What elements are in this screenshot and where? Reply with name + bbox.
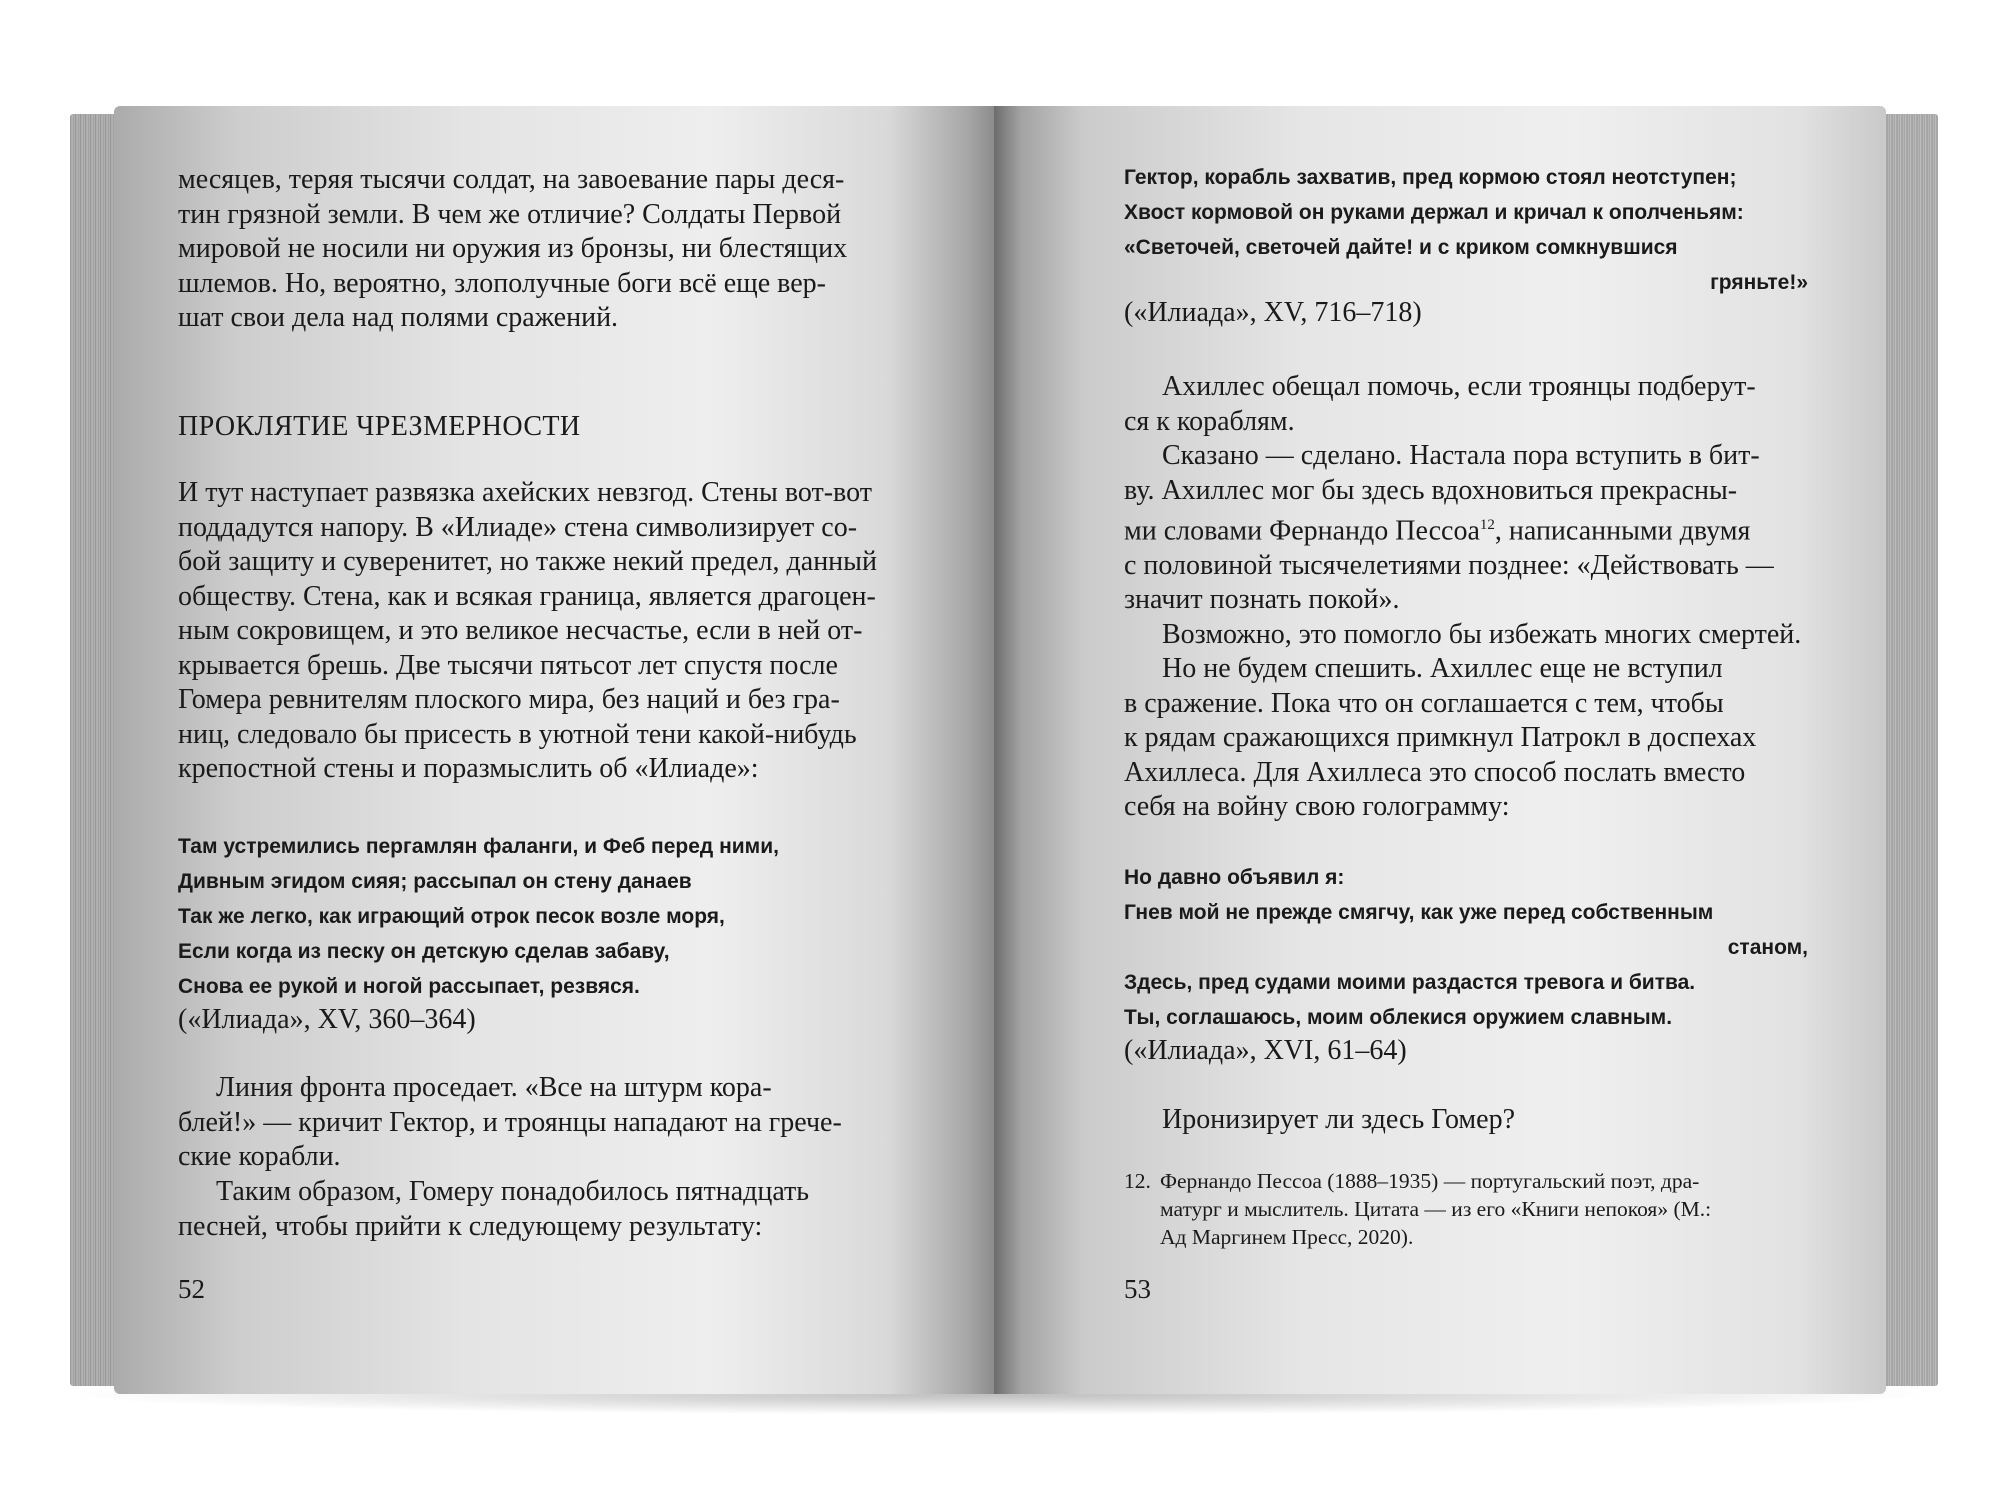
text-line: Возможно, это помогло бы избежать многих смертей. <box>1162 618 1802 650</box>
verse-line: Гектор, корабль захватив, пред кормою стоял неотступен; <box>1124 166 1737 189</box>
footnote-number: 12. <box>1124 1169 1151 1193</box>
text-line: к рядам сражающихся примкнул Патрокл в доспехах <box>1124 722 1757 754</box>
iliad-quote-3 <box>1124 860 1808 1035</box>
verse-line: Снова ее рукой и ногой рассыпает, резвяся. <box>178 975 640 998</box>
verse-line: Ты, соглашаюсь, моим облекися оружием славным. <box>1124 1006 1673 1029</box>
text-line: блей!» — кричит Гектор, и троянцы нападают на грече- <box>178 1106 842 1138</box>
verse-line: Там устремились пергамлян фаланги, и Феб перед ними, <box>178 835 779 858</box>
verse-line: Здесь, пред судами моими раздастся тревога и битва. <box>1124 971 1696 994</box>
quote-reference: («Илиада», XV, 360–364) <box>178 1004 476 1035</box>
left-paragraph-4 <box>178 1175 809 1244</box>
right-paragraph-1 <box>1124 370 1801 825</box>
text-line: шат свои дела над полями сражений. <box>178 302 619 333</box>
page-number-left: 52 <box>178 1274 205 1304</box>
text-line: крывается брешь. Две тысячи пятьсот лет спустя после <box>178 649 838 681</box>
footnote-line: матург и мыслитель. Цитата — из его «Книги непокоя» (М.: <box>1160 1197 1712 1221</box>
quote-reference: («Илиада», XVI, 61–64) <box>1124 1035 1407 1066</box>
iliad-quote-2 <box>1124 160 1808 300</box>
left-paragraph-3 <box>178 1071 842 1175</box>
verse-line: Хвост кормовой он руками держал и кричал к ополченьям: <box>1124 201 1744 224</box>
text-line: Ахиллес обещал помочь, если троянцы подберут- <box>1162 371 1756 402</box>
text-line: бой защиту и суверенитет, но также некий предел, данный <box>178 546 877 577</box>
text-line: И тут наступает развязка ахейских невзгод. Стены вот-вот <box>178 477 872 508</box>
text-span: , написанными двумя <box>1494 515 1751 547</box>
text-line: ным сокровищем, и это великое несчастье, если в ней от- <box>178 615 863 646</box>
text-line: значит познать покой». <box>1124 584 1400 616</box>
text-line: мировой не носили ни оружия из бронзы, ни блестящих <box>178 233 848 264</box>
footnote-line: Ад Маргинем Пресс, 2020). <box>1160 1225 1414 1249</box>
left-paragraph-2 <box>178 476 877 787</box>
text-line: себя на войну свою голограмму: <box>1124 791 1510 823</box>
left-page <box>114 106 994 1394</box>
text-line: ские корабли. <box>178 1141 341 1172</box>
verse-line: Гнев мой не прежде смягчу, как уже перед собственным <box>1124 901 1714 924</box>
verse-line: Так же легко, как играющий отрок песок возле моря, <box>178 905 725 928</box>
footnote-line: Фернандо Пессоа (1888–1935) — португальский поэт, дра- <box>1160 1169 1700 1193</box>
text-line: песней, чтобы прийти к следующему результату: <box>178 1210 763 1242</box>
text-line: Ахиллеса. Для Ахиллеса это способ послать вместо <box>1124 756 1746 788</box>
text-line <box>1124 508 1801 549</box>
iliad-quote-1 <box>178 829 779 1004</box>
text-line: ниц, следовало бы присесть в уютной тени какой-нибудь <box>178 718 857 750</box>
right-page <box>994 106 1886 1394</box>
text-line: ву. Ахиллес мог бы здесь вдохновиться прекрасны- <box>1124 474 1738 506</box>
text-line: с половиной тысячелетиями позднее: «Действовать — <box>1124 549 1774 581</box>
text-line: Таким образом, Гомеру понадобилось пятнадцать <box>216 1176 810 1207</box>
text-span: ми словами Фернандо Пессоа <box>1124 515 1480 547</box>
verse-line: Но давно объявил я: <box>1124 866 1345 889</box>
text-line: ся к кораблям. <box>1124 405 1295 437</box>
text-line: Сказано — сделано. Настала пора вступить в бит- <box>1162 440 1760 471</box>
text-line: Гомера ревнителям плоского мира, без наций и без гра- <box>178 684 840 715</box>
right-page-edges <box>1880 114 1938 1386</box>
section-heading: ПРОКЛЯТИЕ ЧРЕЗМЕРНОСТИ <box>178 411 581 442</box>
verse-line: Если когда из песку он детскую сделав забаву, <box>178 940 670 963</box>
text-line: поддадутся напору. В «Илиаде» стена символизирует со- <box>178 511 858 543</box>
footnote-marker[interactable]: 12 <box>1479 517 1495 533</box>
page-number-right: 53 <box>1124 1274 1151 1304</box>
left-paragraph-1 <box>178 163 847 336</box>
text-line: шлемов. Но, вероятно, злополучные боги всё еще вер- <box>178 267 826 299</box>
text-line: месяцев, теряя тысячи солдат, на завоевание пары деся- <box>178 164 845 195</box>
text-line: тин грязной земли. В чем же отличие? Солдаты Первой <box>178 198 842 230</box>
verse-line: станом, <box>1727 936 1808 959</box>
text-line: Но не будем спешить. Ахиллес еще не вступил <box>1162 653 1723 685</box>
text-line: крепостной стены и поразмыслить об «Илиаде»: <box>178 753 759 784</box>
left-page-edges <box>70 114 120 1386</box>
text-line: обществу. Стена, как и всякая граница, является драгоцен- <box>178 580 876 612</box>
text-line: в сражение. Пока что он соглашается с тем, чтобы <box>1124 687 1724 719</box>
footnote <box>1160 1167 1711 1251</box>
verse-line: гряньте!» <box>1710 271 1808 294</box>
rhetorical-question: Иронизирует ли здесь Гомер? <box>1162 1104 1516 1135</box>
verse-line: «Светочей, светочей дайте! и с криком сомкнувшися <box>1124 236 1678 259</box>
text-line: Линия фронта проседает. «Все на штурм кора- <box>216 1072 772 1103</box>
quote-reference: («Илиада», XV, 716–718) <box>1124 297 1422 328</box>
verse-line: Дивным эгидом сияя; рассыпал он стену данаев <box>178 870 692 893</box>
